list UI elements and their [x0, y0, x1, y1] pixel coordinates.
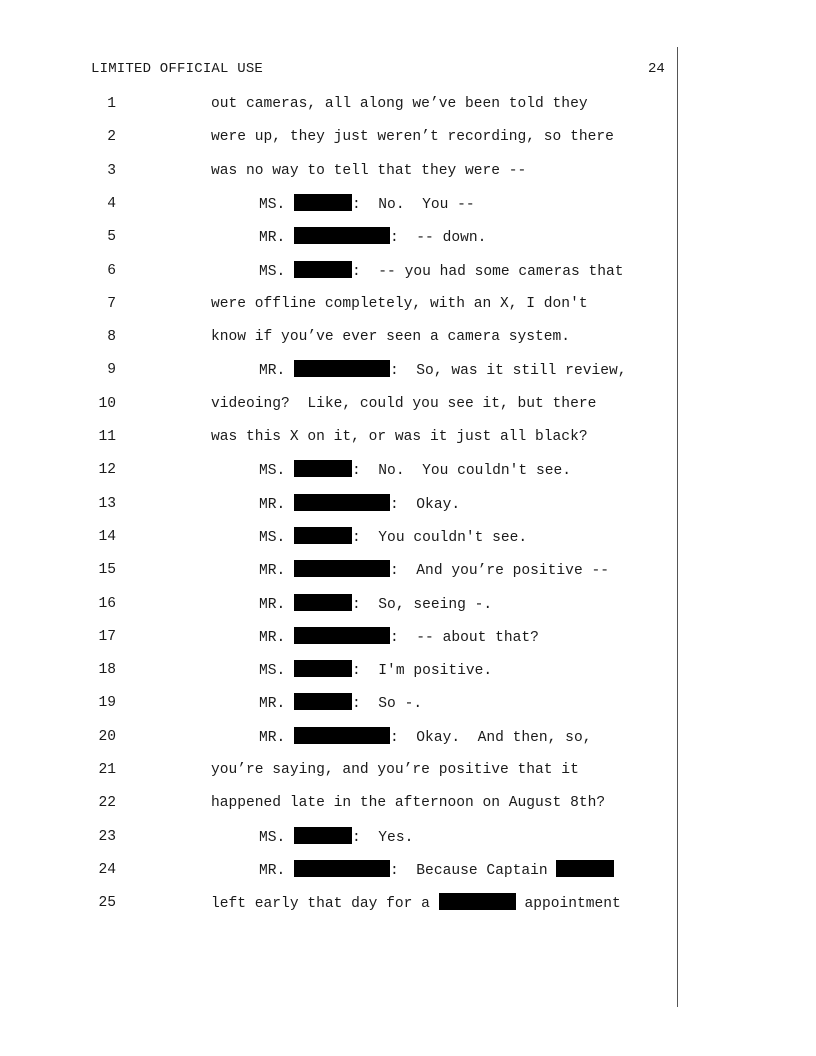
- line-text: [259, 860, 614, 881]
- line-number: 2: [107, 129, 116, 146]
- line-text-segment: MS.: [259, 463, 295, 480]
- line-text-segment: MS.: [259, 196, 295, 213]
- line-number: 25: [98, 895, 116, 912]
- line-text-segment: MS.: [259, 663, 295, 680]
- line-number: 9: [107, 362, 116, 379]
- transcript-line: [0, 227, 680, 247]
- line-text-segment: MR.: [259, 496, 295, 513]
- line-text-segment: MR.: [259, 696, 295, 713]
- line-number: 4: [107, 195, 116, 212]
- line-text-segment: MR.: [259, 596, 295, 613]
- transcript-line: [0, 760, 680, 780]
- line-number: 3: [107, 162, 116, 179]
- line-number: 5: [107, 229, 116, 246]
- line-text-segment: : -- down.: [390, 230, 487, 247]
- line-text-segment: videoing? Like, could you see it, but there: [211, 395, 597, 412]
- line-text-segment: : Because Captain: [390, 862, 557, 879]
- line-number: 22: [98, 795, 116, 812]
- line-text-segment: appointment: [515, 896, 621, 913]
- line-number: 24: [98, 861, 116, 878]
- line-text: [259, 261, 624, 282]
- line-number: 17: [98, 628, 116, 645]
- line-text-segment: was no way to tell that they were --: [211, 162, 527, 179]
- line-text-segment: : So -.: [352, 696, 423, 713]
- line-number: 6: [107, 262, 116, 279]
- transcript-line: [0, 793, 680, 813]
- line-text-segment: : So, was it still review,: [390, 363, 627, 380]
- line-text-segment: MS.: [259, 263, 295, 280]
- line-text-segment: was this X on it, or was it just all black?: [211, 429, 588, 445]
- line-text-segment: : And you’re positive --: [390, 563, 609, 580]
- redaction-box: [294, 560, 390, 577]
- line-text-segment: MS.: [259, 829, 295, 846]
- line-text-segment: : You couldn't see.: [352, 529, 528, 546]
- redaction-box: [294, 527, 352, 544]
- line-text-segment: MR.: [259, 363, 295, 380]
- line-text: [259, 727, 591, 748]
- redaction-box: [294, 460, 352, 477]
- transcript-line: [0, 161, 680, 181]
- redaction-box: [294, 227, 390, 244]
- line-text-segment: out cameras, all along we’ve been told they: [211, 96, 588, 112]
- line-text-segment: : Okay.: [390, 496, 461, 513]
- redaction-box: [556, 860, 614, 877]
- line-text-segment: were offline completely, with an X, I don't: [211, 295, 588, 312]
- line-number: 16: [98, 595, 116, 612]
- transcript-line: [0, 194, 680, 214]
- line-text-segment: MR.: [259, 563, 295, 580]
- line-text-segment: : No. You --: [352, 196, 475, 213]
- line-number: 21: [98, 762, 116, 778]
- line-text-segment: MR.: [259, 729, 295, 746]
- line-text: [211, 427, 588, 447]
- line-text: [211, 760, 579, 780]
- redaction-box: [294, 693, 352, 710]
- line-text-segment: : So, seeing -.: [352, 596, 493, 613]
- line-number: 11: [98, 429, 116, 445]
- line-text: [211, 893, 621, 914]
- line-number: 10: [98, 395, 116, 412]
- line-text-segment: MR.: [259, 629, 295, 646]
- redaction-box: [294, 194, 352, 211]
- line-text: [259, 594, 492, 615]
- line-number: 15: [98, 562, 116, 579]
- line-text-segment: : Okay. And then, so,: [390, 729, 592, 746]
- line-number: 13: [98, 495, 116, 512]
- line-text: [211, 94, 588, 114]
- transcript-line: [0, 693, 680, 713]
- line-text: [259, 227, 486, 248]
- line-text-segment: MS.: [259, 529, 295, 546]
- line-number: 14: [98, 528, 116, 545]
- transcript-line: [0, 127, 680, 147]
- transcript-line: [0, 427, 680, 447]
- transcript-line: [0, 893, 680, 913]
- line-text-segment: happened late in the afternoon on August 8th?: [211, 795, 606, 812]
- redaction-box: [294, 860, 390, 877]
- redaction-box: [294, 627, 390, 644]
- redaction-box: [294, 827, 352, 844]
- line-text: [259, 660, 492, 681]
- transcript-line: [0, 560, 680, 580]
- transcript-line: [0, 394, 680, 414]
- line-text: [259, 693, 422, 714]
- line-text-segment: know if you’ve ever seen a camera system.: [211, 329, 571, 346]
- line-text: [259, 460, 571, 481]
- transcript-line: [0, 527, 680, 547]
- transcript-line: [0, 294, 680, 314]
- transcript-line: [0, 627, 680, 647]
- line-text-segment: left early that day for a: [211, 896, 439, 913]
- redaction-box: [294, 360, 390, 377]
- line-text-segment: MR.: [259, 862, 295, 879]
- line-text: [211, 793, 605, 813]
- line-text-segment: MR.: [259, 230, 295, 247]
- transcript-line: [0, 261, 680, 281]
- line-text: [259, 560, 609, 581]
- transcript-line: [0, 494, 680, 514]
- transcript-line: [0, 460, 680, 480]
- line-text: [259, 827, 413, 848]
- line-number: 18: [98, 662, 116, 679]
- transcript-line: [0, 594, 680, 614]
- line-text: [259, 494, 460, 515]
- line-number: 8: [107, 329, 116, 346]
- line-number: 20: [98, 728, 116, 745]
- line-text-segment: : -- you had some cameras that: [352, 263, 624, 280]
- line-text: [211, 327, 570, 347]
- redaction-box: [294, 494, 390, 511]
- redaction-box: [294, 594, 352, 611]
- line-number: 23: [98, 828, 116, 845]
- line-number: 7: [107, 295, 116, 312]
- line-number: 1: [107, 96, 116, 112]
- line-text-segment: : I'm positive.: [352, 663, 493, 680]
- classification-header: LIMITED OFFICIAL USE: [91, 61, 264, 77]
- line-text: [211, 161, 526, 181]
- line-text: [259, 194, 475, 215]
- redaction-box: [439, 893, 516, 910]
- line-text: [259, 360, 627, 381]
- transcript-line: [0, 860, 680, 880]
- line-text: [211, 294, 588, 314]
- line-text-segment: : No. You couldn't see.: [352, 463, 571, 480]
- line-text: [259, 527, 527, 548]
- line-text-segment: you’re saying, and you’re positive that it: [211, 762, 579, 778]
- transcript-line: [0, 327, 680, 347]
- redaction-box: [294, 660, 352, 677]
- line-number: 12: [98, 462, 116, 479]
- transcript-line: [0, 660, 680, 680]
- transcript-line: [0, 360, 680, 380]
- line-number: 19: [98, 695, 116, 712]
- transcript-line: [0, 727, 680, 747]
- transcript-line: [0, 94, 680, 114]
- line-text-segment: were up, they just weren’t recording, so there: [211, 129, 614, 146]
- line-text: [211, 394, 596, 414]
- line-text-segment: : -- about that?: [390, 629, 539, 646]
- page-number: 24: [648, 61, 665, 77]
- redaction-box: [294, 727, 390, 744]
- redaction-box: [294, 261, 352, 278]
- transcript-line: [0, 827, 680, 847]
- line-text-segment: : Yes.: [352, 829, 414, 846]
- line-text: [211, 127, 614, 147]
- line-text: [259, 627, 539, 648]
